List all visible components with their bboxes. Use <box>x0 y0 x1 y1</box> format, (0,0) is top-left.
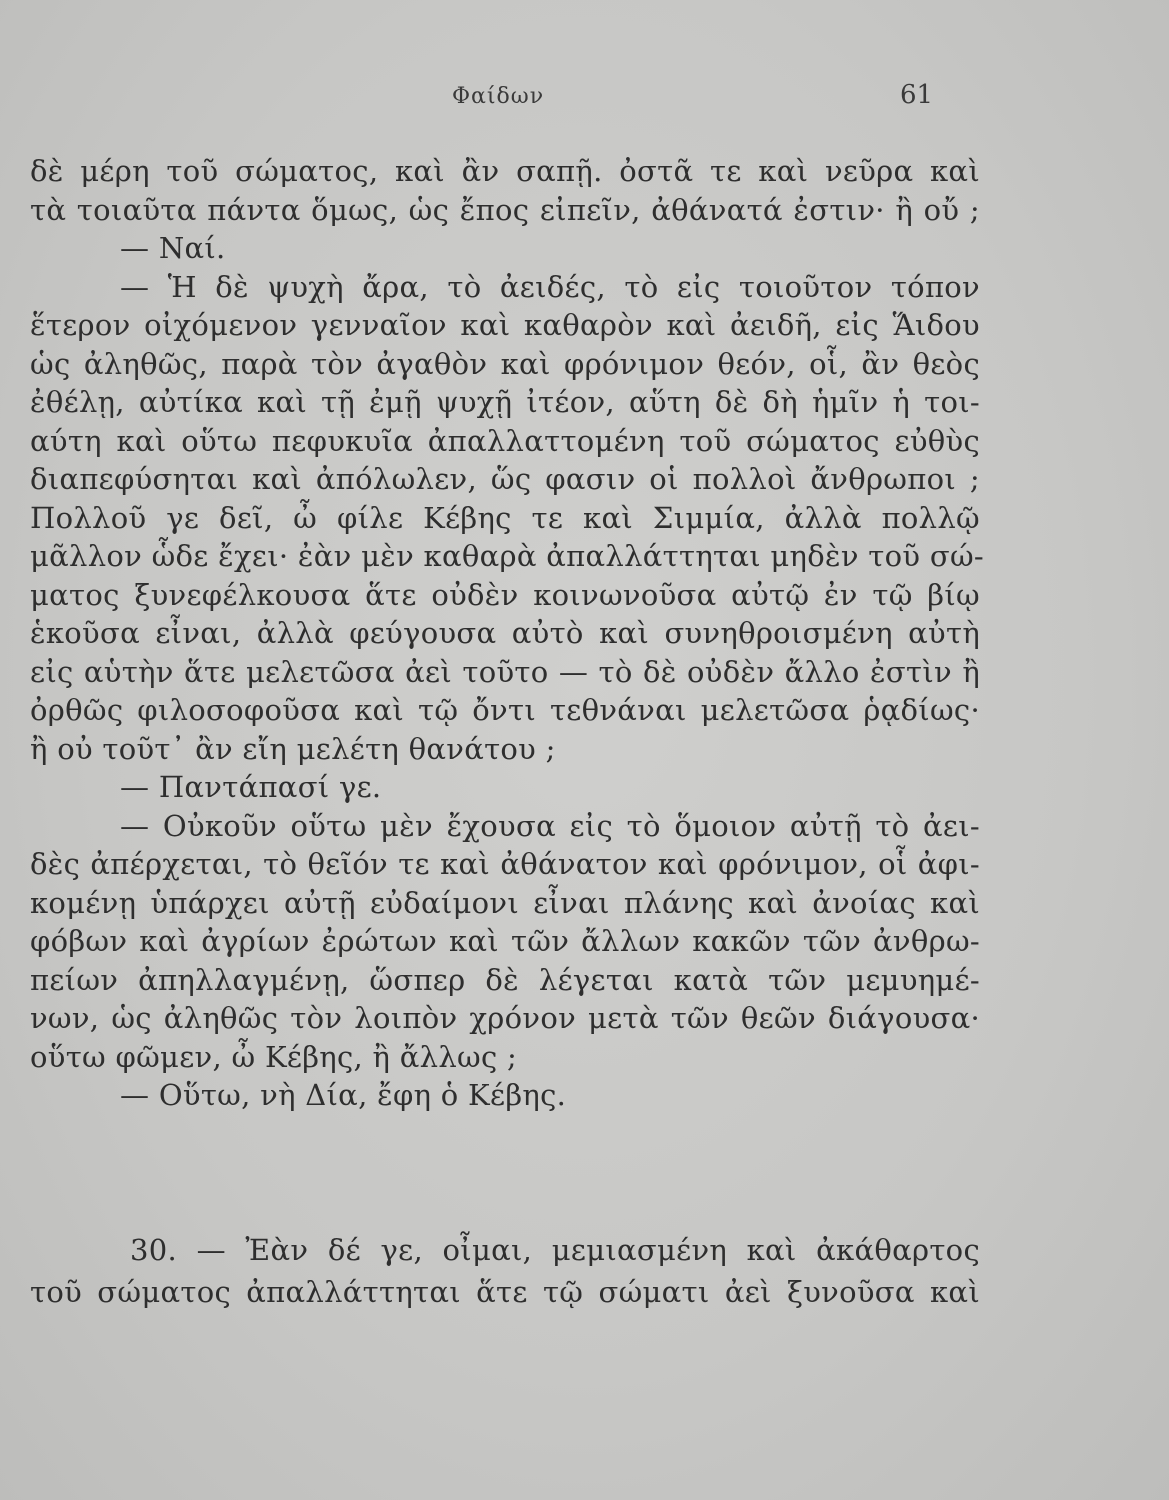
text-line: δὲς ἀπέρχεται, τὸ θεῖόν τε καὶ ἀθάνατον καὶ φρόνιμον, οἷ ἀφι- <box>30 847 980 881</box>
text-line: διαπεφύσηται καὶ ἀπόλωλεν, ὥς φασιν οἱ πολλοὶ ἄνθρωποι ; <box>30 462 980 496</box>
text-line: — Οὐκοῦν οὕτω μὲν ἔχουσα εἰς τὸ ὅμοιον αὐτῇ τὸ ἀει- <box>120 808 980 843</box>
section-line: 30. — Ἐὰν δέ γε, οἶμαι, μεμιασμένη καὶ ἀκάθαρτος <box>130 1233 980 1267</box>
running-head <box>0 80 1169 114</box>
text-line: νων, ὡς ἀληθῶς τὸν λοιπὸν χρόνον μετὰ τῶν θεῶν διάγουσα· <box>30 1001 980 1035</box>
text-line: φόβων καὶ ἀγρίων ἐρώτων καὶ τῶν ἄλλων κακῶν τῶν ἀνθρω- <box>30 924 980 958</box>
text-line: — Ναί. <box>120 231 226 265</box>
section-line: τοῦ σώματος ἀπαλλάττηται ἅτε τῷ σώματι ἀεὶ ξυνοῦσα καὶ <box>30 1275 980 1309</box>
text-line: — Οὕτω, νὴ Δία, ἔφη ὁ Κέβης. <box>120 1078 567 1112</box>
text-line: πείων ἀπηλλαγμένῃ, ὥσπερ δὲ λέγεται κατὰ τῶν μεμυημέ- <box>30 962 980 997</box>
text-line: ὀρθῶς φιλοσοφοῦσα καὶ τῷ ὄντι τεθνάναι μελετῶσα ῥᾳδίως· <box>30 693 980 727</box>
text-line: Πολλοῦ γε δεῖ, ὦ φίλε Κέβης τε καὶ Σιμμία, ἀλλὰ πολλῷ <box>30 500 980 535</box>
text-line: μᾶλλον ὧδε ἔχει· ἐὰν μὲν καθαρὰ ἀπαλλάττηται μηδὲν τοῦ σώ- <box>30 539 984 573</box>
text-line: ἕτερον οἰχόμενον γενναῖον καὶ καθαρὸν καὶ ἀειδῆ, εἰς Ἅιδου <box>30 308 980 342</box>
text-line: ματος ξυνεφέλκουσα ἅτε οὐδὲν κοινωνοῦσα αὐτῷ ἐν τῷ βίῳ <box>30 577 980 612</box>
page-number: 61 <box>900 80 934 110</box>
text-line: ἐθέλῃ, αὐτίκα καὶ τῇ ἐμῇ ψυχῇ ἰτέον, αὕτη δὲ δὴ ἡμῖν ἡ τοι- <box>30 385 980 419</box>
section-start <box>30 1229 980 1313</box>
text-line: — Ἡ δὲ ψυχὴ ἄρα, τὸ ἀειδές, τὸ εἰς τοιοῦτον τόπον <box>120 269 980 304</box>
text-line: κομένῃ ὑπάρχει αὐτῇ εὐδαίμονι εἶναι πλάνης καὶ ἀνοίας καὶ <box>30 885 980 920</box>
text-line: τὰ τοιαῦτα πάντα ὅμως, ὡς ἔπος εἰπεῖν, ἀθάνατά ἐστιν· ἢ οὔ ; <box>30 192 980 227</box>
running-title: Φαίδων <box>452 84 545 109</box>
text-line: ἑκοῦσα εἶναι, ἀλλὰ φεύγουσα αὐτὸ καὶ συνηθροισμένη αὐτὴ <box>30 616 980 650</box>
text-line: εἰς αὑτὴν ἅτε μελετῶσα ἀεὶ τοῦτο — τὸ δὲ οὐδὲν ἄλλο ἐστὶν ἢ <box>30 654 980 689</box>
text-line: αύτη καὶ οὕτω πεφυκυῖα ἀπαλλαττομένη τοῦ σώματος εὐθὺς <box>30 423 980 458</box>
text-line: ἢ οὐ τοῦτ᾽ ἂν εἴη μελέτη θανάτου ; <box>30 731 556 766</box>
text-line: ὡς ἀληθῶς, παρὰ τὸν ἀγαθὸν καὶ φρόνιμον θεόν, οἷ, ἂν θεὸς <box>30 346 980 381</box>
text-line: δὲ μέρη τοῦ σώματος, καὶ ἂν σαπῇ. ὀστᾶ τε καὶ νεῦρα καὶ <box>30 154 980 188</box>
text-line: — Παντάπασί γε. <box>120 770 382 804</box>
text-line: οὕτω φῶμεν, ὦ Κέβης, ἢ ἄλλως ; <box>30 1039 518 1074</box>
main-text <box>30 152 984 1115</box>
